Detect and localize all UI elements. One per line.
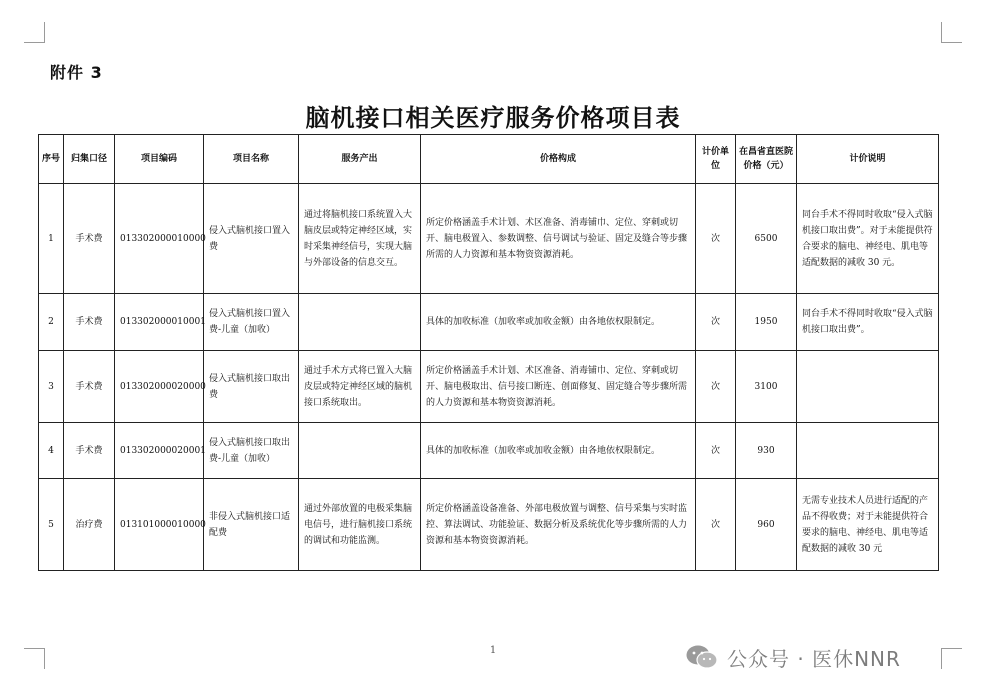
header-unit: 计价单位 xyxy=(696,135,736,184)
cell-composition: 所定价格涵盖手术计划、术区准备、消毒铺巾、定位、穿刺或切开、脑电极取出、信号接口断连、创面修复、固定缝合等步骤所需的人力资源和基本物资资源消耗。 xyxy=(421,351,696,423)
cell-notes xyxy=(797,351,939,423)
cell-notes: 同台手术不得同时收取“侵入式脑机接口取出费”。对于未能提供符合要求的脑电、神经电、肌电等适配数据的减收 30 元。 xyxy=(797,184,939,294)
cell-output: 通过将脑机接口系统置入大脑皮层或特定神经区域，实时采集神经信号，实现大脑与外部设备的信息交互。 xyxy=(299,184,421,294)
cell-category: 手术费 xyxy=(64,423,115,479)
watermark-text: 公众号 · 医休NNR xyxy=(727,646,901,671)
cell-name: 侵入式脑机接口取出费 xyxy=(204,351,299,423)
header-output: 服务产出 xyxy=(299,135,421,184)
table-row xyxy=(39,184,939,294)
watermark xyxy=(685,641,901,673)
document-title: 脑机接口相关医疗服务价格项目表 xyxy=(305,104,681,132)
table-row xyxy=(39,479,939,571)
cell-unit: 次 xyxy=(696,479,736,571)
cell-seq: 3 xyxy=(39,351,64,423)
header-composition: 价格构成 xyxy=(421,135,696,184)
cell-seq: 5 xyxy=(39,479,64,571)
wechat-icon xyxy=(685,643,719,671)
cell-composition: 具体的加收标准（加收率或加收金额）由各地依权限制定。 xyxy=(421,294,696,351)
cell-composition: 所定价格涵盖手术计划、术区准备、消毒铺巾、定位、穿刺或切开、脑电极置入、参数调整、信号调试与验证、固定及缝合等步骤所需的人力资源和基本物资资源消耗。 xyxy=(421,184,696,294)
cell-code: 013302000010001 xyxy=(115,294,204,351)
cell-output xyxy=(299,423,421,479)
cell-notes: 无需专业技术人员进行适配的产品不得收费；对于未能提供符合要求的脑电、神经电、肌电等适配数据的减收 30 元 xyxy=(797,479,939,571)
cell-category: 手术费 xyxy=(64,184,115,294)
cell-price: 1950 xyxy=(736,294,797,351)
cell-seq: 1 xyxy=(39,184,64,294)
table-row xyxy=(39,423,939,479)
cell-output xyxy=(299,294,421,351)
cell-price: 6500 xyxy=(736,184,797,294)
cell-seq: 2 xyxy=(39,294,64,351)
cell-unit: 次 xyxy=(696,423,736,479)
cell-name: 非侵入式脑机接口适配费 xyxy=(204,479,299,571)
cell-unit: 次 xyxy=(696,294,736,351)
header-name: 项目名称 xyxy=(204,135,299,184)
cell-price: 960 xyxy=(736,479,797,571)
cell-price: 3100 xyxy=(736,351,797,423)
header-seq: 序号 xyxy=(39,135,64,184)
cell-output: 通过外部放置的电极采集脑电信号，进行脑机接口系统的调试和功能监测。 xyxy=(299,479,421,571)
header-category: 归集口径 xyxy=(64,135,115,184)
header-price: 在昌省直医院价格（元） xyxy=(736,135,797,184)
table-row xyxy=(39,294,939,351)
cell-category: 手术费 xyxy=(64,351,115,423)
cell-code: 013302000010000 xyxy=(115,184,204,294)
header-code: 项目编码 xyxy=(115,135,204,184)
cell-unit: 次 xyxy=(696,184,736,294)
cell-name: 侵入式脑机接口置入费 xyxy=(204,184,299,294)
table-header-row xyxy=(39,135,939,184)
cell-name: 侵入式脑机接口取出费-儿童（加收） xyxy=(204,423,299,479)
cell-category: 手术费 xyxy=(64,294,115,351)
cell-code: 013302000020000 xyxy=(115,351,204,423)
cell-category: 治疗费 xyxy=(64,479,115,571)
cell-notes xyxy=(797,423,939,479)
cell-composition: 所定价格涵盖设备准备、外部电极放置与调整、信号采集与实时监控、算法调试、功能验证、数据分析及系统优化等步骤所需的人力资源和基本物资资源消耗。 xyxy=(421,479,696,571)
price-table xyxy=(38,134,939,571)
cell-unit: 次 xyxy=(696,351,736,423)
cell-name: 侵入式脑机接口置入费-儿童（加收） xyxy=(204,294,299,351)
table-row xyxy=(39,351,939,423)
page-number: 1 xyxy=(489,645,497,656)
cell-price: 930 xyxy=(736,423,797,479)
header-notes: 计价说明 xyxy=(797,135,939,184)
cell-composition: 具体的加收标准（加收率或加收金额）由各地依权限制定。 xyxy=(421,423,696,479)
crop-mark-top-right xyxy=(941,22,962,43)
cell-seq: 4 xyxy=(39,423,64,479)
cell-output: 通过手术方式将已置入大脑皮层或特定神经区域的脑机接口系统取出。 xyxy=(299,351,421,423)
attachment-label: 附件 3 xyxy=(50,63,103,82)
crop-mark-top-left xyxy=(24,22,45,43)
cell-notes: 同台手术不得同时收取“侵入式脑机接口取出费”。 xyxy=(797,294,939,351)
cell-code: 013101000010000 xyxy=(115,479,204,571)
cell-code: 013302000020001 xyxy=(115,423,204,479)
